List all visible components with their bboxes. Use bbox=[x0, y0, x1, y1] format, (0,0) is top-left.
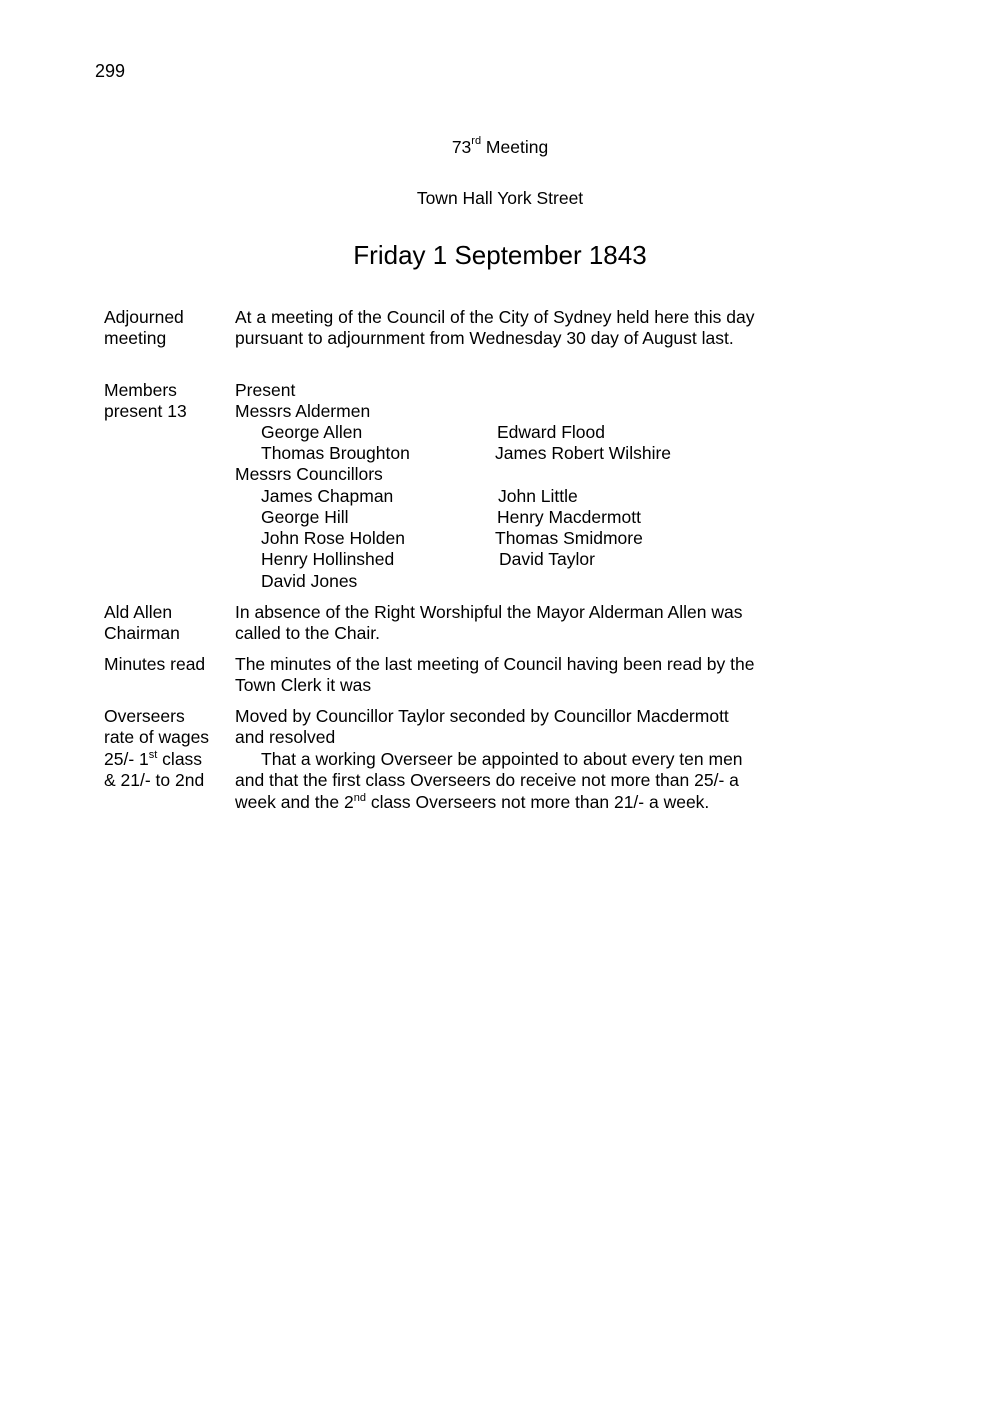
meeting-location: Town Hall York Street bbox=[416, 188, 584, 208]
councillor-name: David Taylor bbox=[499, 549, 595, 569]
margin-line bbox=[104, 749, 229, 770]
meeting-number bbox=[0, 137, 1000, 158]
alderman-name: Edward Flood bbox=[497, 422, 605, 442]
margin-line: present 13 bbox=[104, 401, 187, 422]
margin-line: & 21/- to 2nd bbox=[104, 769, 205, 790]
meeting-word: Meeting bbox=[481, 137, 549, 157]
margin-line: Chairman bbox=[104, 623, 180, 644]
margin-text: class bbox=[157, 748, 203, 769]
margin-text: 25/- 1 bbox=[104, 748, 149, 769]
margin-line: Minutes read bbox=[104, 654, 206, 674]
margin-line: Overseers bbox=[104, 706, 185, 726]
alderman-name: James Robert Wilshire bbox=[495, 443, 672, 463]
margin-note-adjourned bbox=[104, 307, 229, 350]
councillor-name: David Jones bbox=[261, 571, 358, 591]
councillor-name: Henry Macdermott bbox=[497, 507, 641, 527]
adjourned-paragraph: At a meeting of the Council of the City of Sydney held here this day pursuant to adjournment from Wednesday 30 day of August last. bbox=[235, 307, 755, 349]
margin-line: Ald Allen bbox=[104, 602, 173, 622]
margin-line: rate of wages bbox=[104, 727, 210, 748]
margin-note-members bbox=[104, 380, 229, 423]
margin-note-chairman bbox=[104, 602, 229, 645]
councillors-label: Messrs Councillors bbox=[235, 464, 383, 484]
chairman-paragraph: In absence of the Right Worshipful the Mayor Alderman Allen was called to the Chair. bbox=[235, 602, 743, 644]
resolution-paragraph bbox=[235, 749, 755, 813]
councillor-name: John Little bbox=[498, 486, 578, 506]
councillor-name: Thomas Smidmore bbox=[495, 528, 643, 548]
margin-note-minutes bbox=[104, 654, 229, 675]
margin-line: meeting bbox=[104, 328, 167, 349]
ordinal-suffix: nd bbox=[353, 791, 366, 804]
margin-line: Adjourned bbox=[104, 307, 184, 327]
margin-note-overseers bbox=[104, 706, 229, 791]
resolution-text: That a working Overseer be appointed to about every ten men and that the first class Overseers do receive not more than 25/- a week and the 2 bbox=[235, 749, 743, 812]
councillor-name: George Hill bbox=[261, 507, 349, 527]
ordinal-suffix: st bbox=[148, 748, 158, 761]
alderman-name: Thomas Broughton bbox=[261, 443, 410, 463]
councillor-name: James Chapman bbox=[261, 486, 394, 506]
aldermen-label: Messrs Aldermen bbox=[235, 401, 371, 421]
moved-paragraph: Moved by Councillor Taylor seconded by Councillor Macdermott and resolved bbox=[235, 706, 729, 748]
councillor-name: John Rose Holden bbox=[261, 528, 405, 548]
alderman-name: George Allen bbox=[261, 422, 363, 442]
meeting-date: Friday 1 September 1843 bbox=[353, 240, 647, 270]
page-number: 299 bbox=[95, 61, 126, 81]
minutes-paragraph: The minutes of the last meeting of Council having been read by the Town Clerk it was bbox=[235, 654, 755, 696]
resolution-text: class Overseers not more than 21/- a week. bbox=[365, 791, 710, 812]
present-label: Present bbox=[235, 380, 296, 400]
margin-line: Members bbox=[104, 380, 177, 400]
meeting-number-suffix: rd bbox=[471, 135, 482, 148]
councillor-name: Henry Hollinshed bbox=[261, 549, 395, 569]
meeting-number-value: 73 bbox=[451, 137, 472, 157]
